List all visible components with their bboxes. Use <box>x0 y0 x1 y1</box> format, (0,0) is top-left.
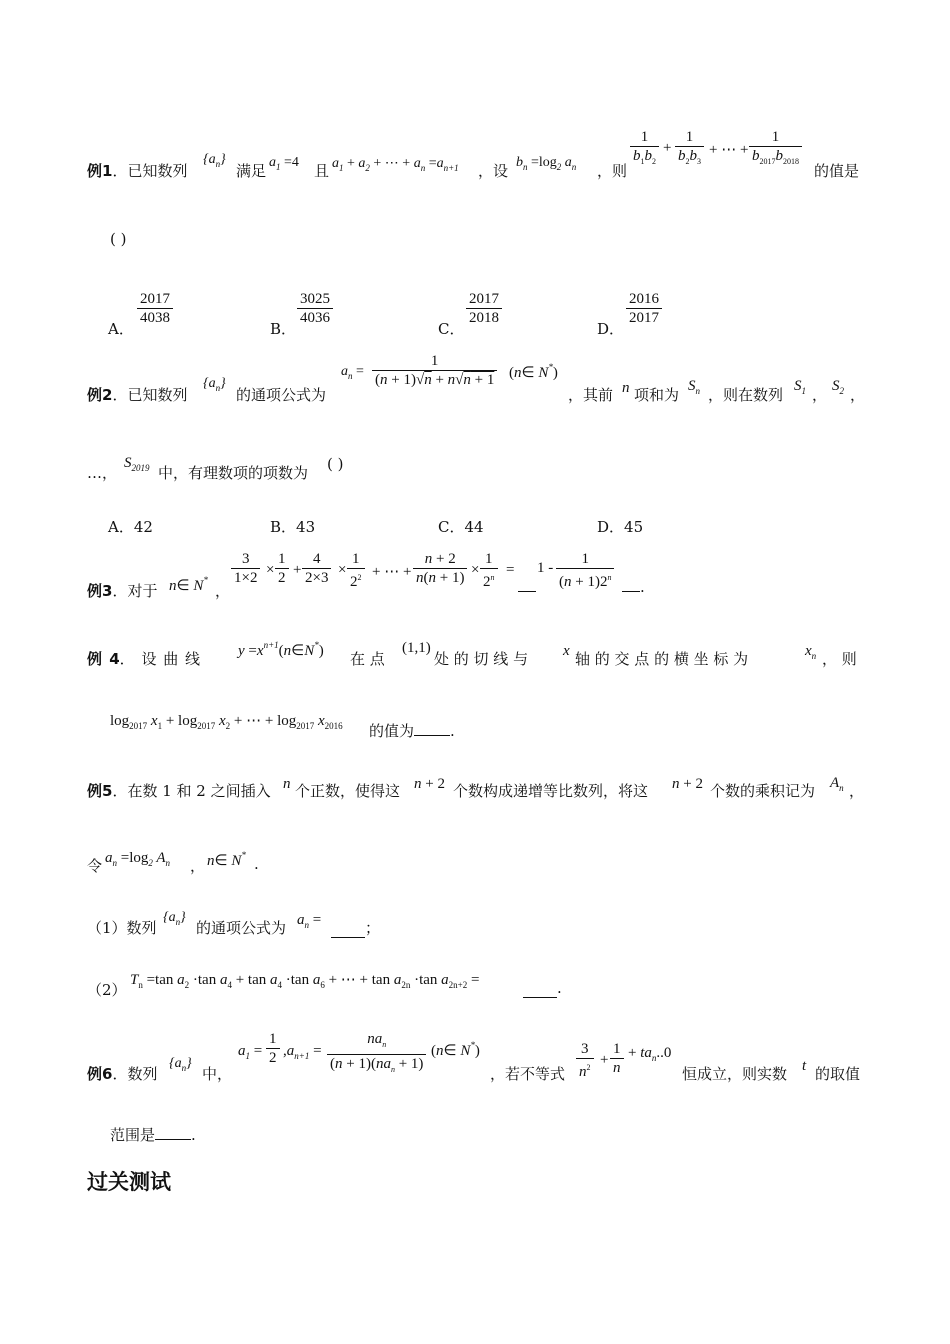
example-4-line <box>87 648 200 669</box>
ex2-option-d: D．45 <box>597 518 644 536</box>
ex6-answer: 范围是 . <box>110 1126 196 1144</box>
formula-an-eq: $a_n$ = <box>297 912 322 930</box>
ex6-text-2: 中， <box>202 1065 233 1083</box>
example-6-label: 例6 <box>87 1065 113 1083</box>
ex5-text-7: ， <box>190 857 206 875</box>
n-in-N-6: (n∈ N*) <box>431 1040 480 1059</box>
example-1-label: 例1 <box>87 162 113 180</box>
var-x: x <box>563 643 570 659</box>
ex6-text-3: ，若不等式 <box>490 1065 566 1083</box>
ex1-option-b-frac: $\frac{3025}{4036}$ <box>297 290 333 327</box>
ex1-text-4: ，设 <box>478 162 509 180</box>
seq-an-2: $\{a_n\}$ <box>203 376 226 393</box>
ex2-text-1: ．已知数列 <box>112 386 188 404</box>
example-4-label: 例 4 <box>87 650 120 668</box>
ex5-text-2: 个正数，使得这 <box>295 782 401 800</box>
frac-n2-nn1: $\frac{n + 2}{n(n + 1)}$ <box>413 550 467 587</box>
ex5-q1-blank: ； <box>331 917 380 938</box>
answer-blank-3 <box>518 578 536 596</box>
frac-4-2x3: $\frac{4}{2\times 3}$ <box>302 550 331 587</box>
n-in-N-5: n∈ N* <box>207 850 246 869</box>
ex2-option-b: B．43 <box>270 518 316 536</box>
seq-an-5: $\{a_n\}$ <box>163 910 186 927</box>
ex5-text-5: ， <box>849 782 865 800</box>
ex1-text-3: 且 <box>314 162 330 180</box>
ex1-option-d-frac: $\frac{2016}{2017}$ <box>626 290 662 327</box>
var-xn: $x_n$ <box>805 643 817 661</box>
ex1-option-d: D． <box>597 320 625 338</box>
example-1-line <box>87 160 187 181</box>
example-2-line <box>87 384 187 405</box>
var-S2: $S_2$ <box>832 378 844 396</box>
ex5-text-8: . <box>254 855 259 873</box>
ex2-text-3: ，其前 <box>568 386 614 404</box>
formula-Tn: $T_n =\tan$ $a_2 \cdot\tan$ $a_4 + \tan a_4 \cdot\tan$ $a_6$ + ⋯ + $\tan a_{2n} \cdot\tan$ $a_{2n+2}$ = <box>130 972 480 990</box>
plus-dots-3: + ⋯ + <box>372 564 412 580</box>
frac-3-1x2: $\frac{3}{1\times 2}$ <box>231 550 260 587</box>
ex5-text-6: 令 <box>87 857 103 875</box>
ex1-option-a: A． <box>108 320 134 338</box>
n-plus-2-a: n + 2 <box>414 776 445 792</box>
plus-dots-plus: + ⋯ + <box>709 142 749 158</box>
answer-blank-3b: . <box>622 578 645 596</box>
formula-n-in-N: (n∈ N*) <box>509 362 558 381</box>
ex5-q2-blank: . <box>523 979 562 998</box>
ex1-option-b: B． <box>270 320 297 338</box>
times-1: × <box>266 562 275 578</box>
formula-sum: $a_1 + a_2$ + ⋯ + $a_n =a_{n+1}$ <box>332 156 459 173</box>
ex6-text-4: 恒成立，则实数 <box>682 1065 788 1083</box>
ex1-option-c: C． <box>438 320 465 338</box>
n-plus-2-b: n + 2 <box>672 776 703 792</box>
formula-bn: $b_n =\log_2$ $a_n$ <box>516 155 577 172</box>
times-3: × <box>471 562 480 578</box>
var-Sn: $S_n$ <box>688 378 700 396</box>
example-5-line <box>87 780 271 801</box>
ex4-text-3: 处 的 切 线 与 <box>434 650 529 668</box>
ex3-text-1: ．对于 <box>112 582 158 600</box>
ex4-answer: 的值为 . <box>369 722 455 740</box>
ex5-text-1: ．在数 1 和 2 之间插入 <box>112 782 271 800</box>
ex1-option-a-frac: $\frac{2017}{4038}$ <box>137 290 173 327</box>
formula-log-sum: $\log_{2017} x_1 + \log_{2017} x_2$ + ⋯ + $\log_{2017} x_{2016}$ <box>110 713 343 731</box>
example-6-line <box>87 1063 157 1084</box>
equals-3: = <box>506 562 515 578</box>
ex2-text-8: …， <box>87 464 118 482</box>
example-3-label: 例3 <box>87 582 113 600</box>
seq-an: $\{a_n\}$ <box>203 152 226 169</box>
var-An: $A_n$ <box>830 775 844 793</box>
ex1-text-6: 的值是 <box>814 162 860 180</box>
var-S2019: $S_{2019}$ <box>124 455 150 473</box>
formula-a1-half: $a_1$ = <box>238 1043 263 1061</box>
ex5-q1-text-2: 的通项公式为 <box>196 919 287 937</box>
frac-3-nsq: $\frac{3}{n^2}$ <box>576 1040 594 1081</box>
seq-an-6: $\{a_n\}$ <box>169 1056 192 1073</box>
ex5-q1-text-1: （1）数列 <box>87 919 157 937</box>
ex2-option-c: C．44 <box>438 518 484 536</box>
frac-1-2n: $\frac{1}{2^n}$ <box>480 550 498 591</box>
ex5-text-3: 个数构成递增等比数列，将这 <box>453 782 649 800</box>
plus-sign: + <box>663 140 672 156</box>
plus-6a: + <box>600 1052 609 1068</box>
var-S1: $S_1$ <box>794 378 806 396</box>
ex5-q2-text-1: （2） <box>87 981 127 999</box>
n-in-N-3: n∈ N* <box>169 575 208 594</box>
formula-an-lhs: $a_n$ = <box>341 364 364 381</box>
ex2-option-a: A．42 <box>108 518 153 536</box>
formula-an1: $,a_{n+1}$ = <box>283 1043 322 1061</box>
ex2-text-2: 的通项公式为 <box>236 386 327 404</box>
formula-an-log: $a_n =\log_2$ $A_n$ <box>105 850 171 868</box>
ex1-answer-paren: ( ) <box>110 230 127 248</box>
ex1-text-2: 满足 <box>236 162 267 180</box>
times-2: × <box>338 562 347 578</box>
frac-1-2sq: $\frac{1}{2^2}$ <box>347 550 365 591</box>
frac-1-b1b2: $\frac{1}{b_1b_2}$ <box>630 128 659 171</box>
ex2-text-9: 中，有理数项的项数为 <box>158 464 309 482</box>
ex1-option-c-frac: $\frac{2017}{2018}$ <box>466 290 502 327</box>
ex4-text-4: 轴 的 交 点 的 横 坐 标 为 <box>575 650 749 668</box>
ex2-text-6: ， <box>812 386 828 404</box>
plus-3a: + <box>293 562 302 578</box>
ex4-text-2: 在 点 <box>350 650 385 668</box>
ex2-text-7: ， <box>850 386 866 404</box>
ex4-text-5: ， 则 <box>822 650 857 668</box>
frac-1-2: $\frac{1}{2}$ <box>275 550 289 587</box>
formula-a1: $a_1 =4$ <box>269 155 299 172</box>
ex2-text-4: 项和为 <box>634 386 680 404</box>
ex5-text-4: 个数的乘积记为 <box>710 782 816 800</box>
var-n: n <box>622 380 630 396</box>
formula-curve: $y =x^{n+1}(n\in N^*)$ <box>238 640 324 659</box>
frac-1-b2017b2018: $\frac{1}{b_{2017}b_{2018}}$ <box>749 128 802 171</box>
section-title: 过关测试 <box>87 1170 171 1194</box>
point-1-1: (1,1) <box>402 640 431 656</box>
formula-an-frac: $\frac{1}{(n + 1)√n + n√n + 1}$ <box>372 352 497 389</box>
ex4-text-1: ． 设 曲 线 <box>119 650 200 668</box>
ex1-text-1: ．已知数列 <box>112 162 188 180</box>
example-2-label: 例2 <box>87 386 113 404</box>
ex2-answer-paren: ( ) <box>327 455 344 473</box>
answer-3-one-minus: 1 - <box>537 560 554 576</box>
var-n-5: n <box>283 776 291 792</box>
ex2-text-5: ，则在数列 <box>708 386 784 404</box>
ex3-text-2: ， <box>215 582 231 600</box>
answer-3-frac: $\frac{1}{(n + 1)2^n}$ <box>556 550 614 591</box>
ex1-text-5: ，则 <box>597 162 628 180</box>
frac-1-n: $\frac{1}{n}$ <box>610 1040 624 1077</box>
frac-recurrence: $na_n$ $(n + 1)(na_n + 1)$ <box>327 1030 426 1079</box>
ex6-text-1: ．数列 <box>112 1065 158 1083</box>
example-3-line <box>87 580 157 601</box>
example-5-label: 例5 <box>87 782 113 800</box>
formula-tan-ineq: + $ta_n..0$ <box>628 1045 672 1063</box>
var-t: t <box>802 1058 807 1074</box>
frac-1-b2b3: $\frac{1}{b_2b_3}$ <box>675 128 704 171</box>
ex6-text-5: 的取值 <box>815 1065 861 1083</box>
frac-1-2-ex6: $\frac{1}{2}$ <box>266 1030 280 1067</box>
